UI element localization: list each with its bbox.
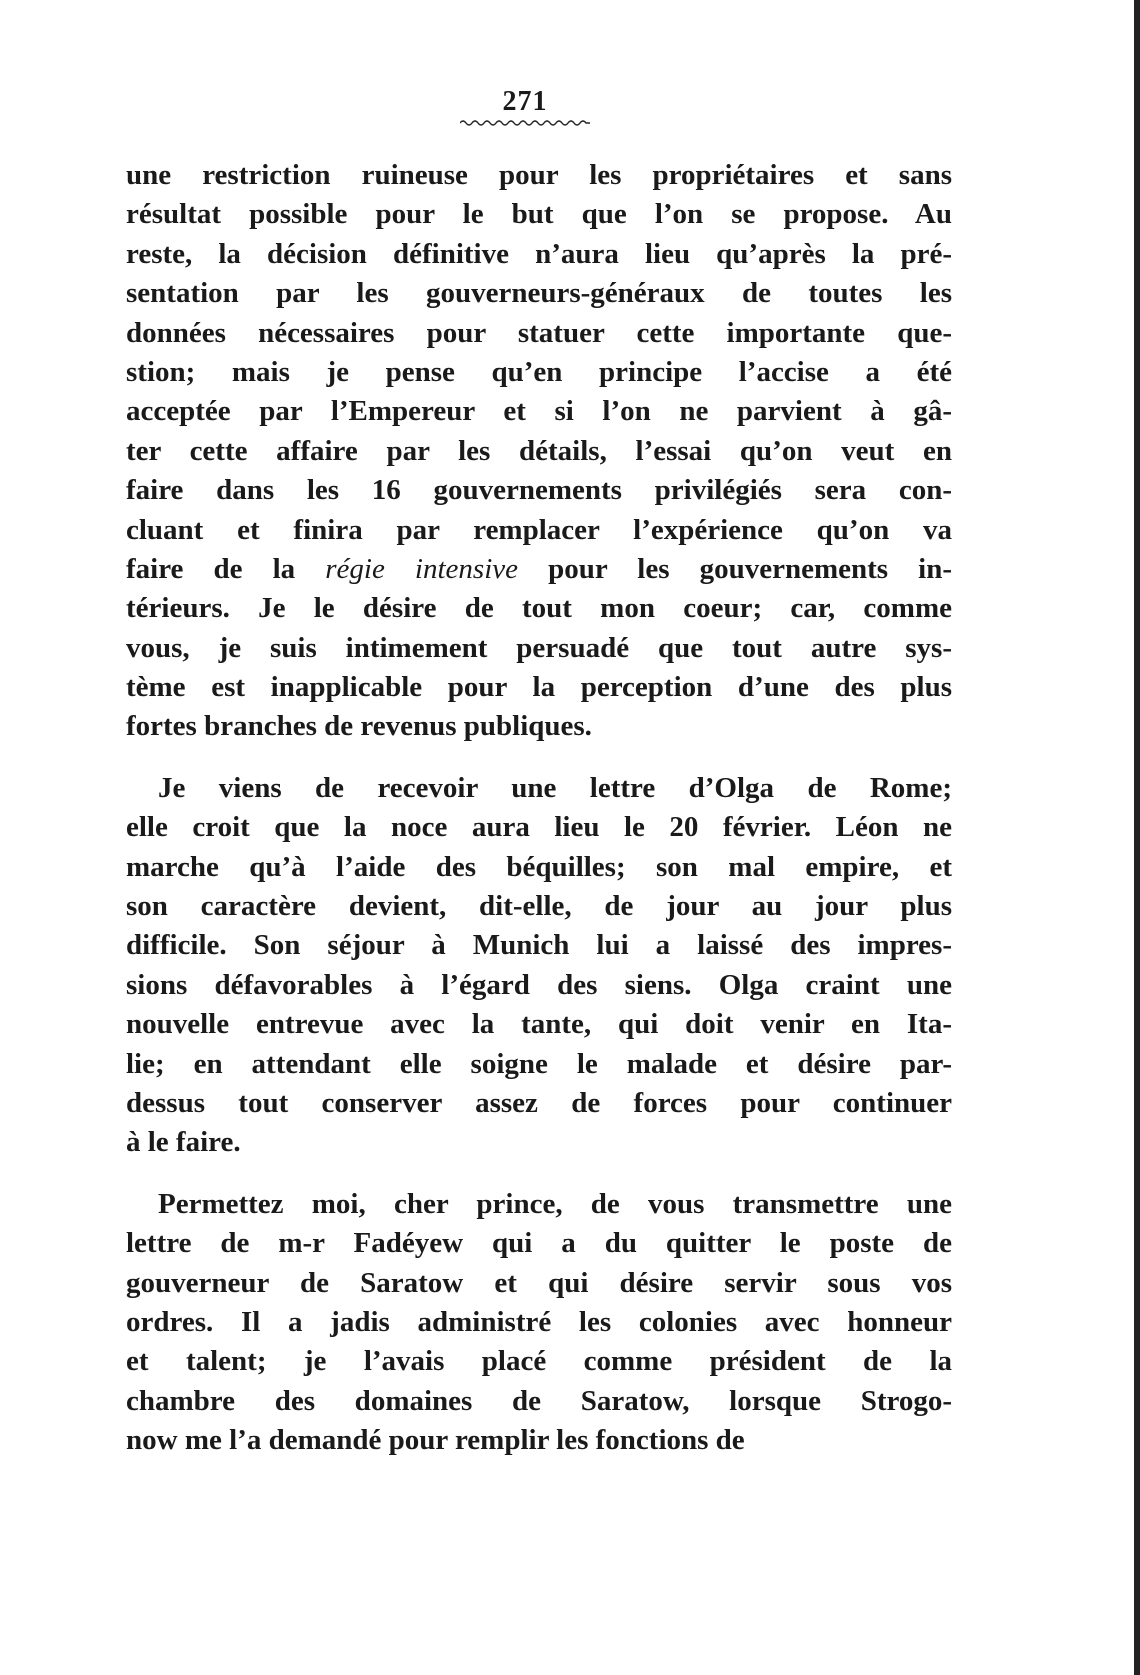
text-line: elle croit que la noce aura lieu le 20 février. Léon ne (126, 811, 952, 844)
text-line: acceptée par l’Empereur et si l’on ne parvient à gâ- (126, 395, 952, 428)
text-line: chambre des domaines de Saratow, lorsque Strogo- (126, 1384, 952, 1417)
text-line: une restriction ruineuse pour les propriétaires et sans (126, 159, 952, 191)
text-line: dessus tout conserver assez de forces pour continuer (126, 1086, 952, 1119)
text-line: sions défavorables à l’égard des siens. Olga craint une (126, 968, 952, 1001)
text-line: tème est inapplicable pour la perception d’une des plus (126, 671, 952, 704)
text-line: vous, je suis intimement persuadé que tout autre sys- (126, 631, 952, 664)
text-line: sentation par les gouverneurs-généraux de toutes les (126, 277, 952, 310)
paragraph (126, 769, 952, 1163)
text-line: nouvelle entrevue avec la tante, qui doit venir en Ita- (126, 1008, 952, 1041)
text-line: Permettez moi, cher prince, de vous transmettre une (158, 1187, 952, 1220)
page-header (450, 86, 600, 128)
text-line: cluant et finira par remplacer l’expérience qu’on va (126, 513, 952, 546)
text-line: Je viens de recevoir une lettre d’Olga de Rome; (158, 771, 952, 804)
text-line: faire dans les 16 gouvernements privilégiés sera con- (126, 474, 952, 507)
text-line: gouverneur de Saratow et qui désire servir sous vos (126, 1266, 952, 1299)
text-line: now me l’a demandé pour remplir les fonctions de (126, 1424, 745, 1457)
text-line: reste, la décision définitive n’aura lieu qu’après la pré- (126, 237, 952, 270)
text-line (126, 550, 952, 589)
text-line: ordres. Il a jadis administré les colonies avec honneur (126, 1305, 952, 1338)
text-line: son caractère devient, dit-elle, de jour au jour plus (126, 890, 952, 923)
text-line: lie; en attendant elle soigne le malade et désire par- (126, 1047, 952, 1080)
wavy-rule-ornament (460, 118, 590, 128)
page-text (126, 156, 952, 1461)
text-line: lettre de m-r Fadéyew qui a du quitter le poste de (126, 1227, 952, 1260)
text-line: données nécessaires pour statuer cette importante que- (126, 316, 952, 349)
text-line: stion; mais je pense qu’en principe l’accise a été (126, 355, 952, 388)
paragraph (126, 1185, 952, 1461)
text-segment: faire de la (126, 552, 326, 585)
page-number: 271 (502, 86, 548, 117)
italic-term: régie intensive (325, 552, 518, 585)
text-line: ter cette affaire par les détails, l’essai qu’on veut en (126, 434, 952, 467)
paragraph-gap (126, 1163, 952, 1185)
text-line: térieurs. Je le désire de tout mon coeur; car, comme (126, 592, 952, 625)
paragraph (126, 156, 952, 747)
text-line: fortes branches de revenus publiques. (126, 710, 592, 743)
text-line: à le faire. (126, 1126, 241, 1159)
paragraph-gap (126, 747, 952, 769)
text-segment: pour les gouvernements in- (518, 552, 952, 585)
text-line: résultat possible pour le but que l’on se propose. Au (126, 198, 952, 231)
page-edge (1134, 0, 1140, 1675)
text-line: marche qu’à l’aide des béquilles; son mal empire, et (126, 850, 952, 883)
text-line: difficile. Son séjour à Munich lui a laissé des impres- (126, 929, 952, 962)
text-line: et talent; je l’avais placé comme président de la (126, 1345, 952, 1378)
